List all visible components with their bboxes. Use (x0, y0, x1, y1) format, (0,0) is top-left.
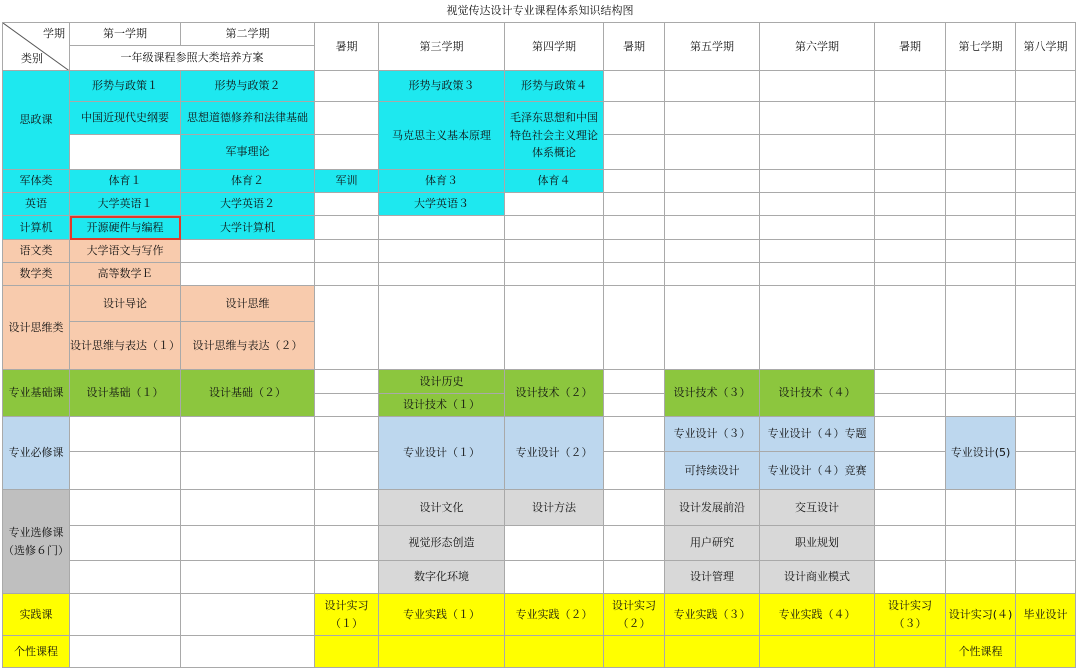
empty-cell (946, 263, 1016, 286)
empty-cell (604, 526, 665, 561)
empty-cell (1016, 286, 1076, 370)
course-cell: 数字化环境 (379, 561, 505, 594)
empty-cell (665, 263, 760, 286)
course-cell: 中国近现代史纲要 (70, 102, 181, 135)
header-semester-label: 学期 (43, 27, 65, 40)
course-cell: 设计实习（３） (875, 594, 946, 636)
empty-cell (379, 263, 505, 286)
course-cell: 设计技术（２） (505, 370, 604, 417)
empty-cell (665, 170, 760, 193)
empty-cell (665, 216, 760, 240)
course-cell: 体育３ (379, 170, 505, 193)
category-design-thinking: 设计思维类 (2, 286, 70, 370)
course-cell: 体育４ (505, 170, 604, 193)
course-cell: 设计方法 (505, 490, 604, 526)
course-cell: 专业设计（２） (505, 417, 604, 490)
category-math: 数学类 (2, 263, 70, 286)
empty-cell (760, 170, 875, 193)
course-cell: 设计管理 (665, 561, 760, 594)
empty-cell (315, 526, 379, 561)
empty-cell (875, 102, 946, 135)
empty-cell (315, 102, 379, 135)
empty-cell (604, 102, 665, 135)
empty-cell (875, 394, 946, 417)
empty-cell (315, 370, 379, 394)
empty-cell (946, 394, 1016, 417)
course-cell: 职业规划 (760, 526, 875, 561)
empty-cell (875, 263, 946, 286)
empty-cell (505, 286, 604, 370)
empty-cell (181, 240, 315, 263)
empty-cell (665, 193, 760, 216)
empty-cell (315, 394, 379, 417)
empty-cell (505, 193, 604, 216)
course-cell: 用户研究 (665, 526, 760, 561)
empty-cell (875, 370, 946, 394)
category-english: 英语 (2, 193, 70, 216)
course-cell: 设计技术（４） (760, 370, 875, 417)
course-cell: 形势与政策２ (181, 71, 315, 102)
empty-cell (1016, 71, 1076, 102)
empty-cell (505, 526, 604, 561)
empty-cell (760, 216, 875, 240)
course-cell: 体育１ (70, 170, 181, 193)
course-cell: 体育２ (181, 170, 315, 193)
course-cell: 设计基础（２） (181, 370, 315, 417)
course-cell: 设计实习 （１） (315, 594, 379, 636)
empty-cell (604, 417, 665, 452)
empty-cell (315, 286, 379, 370)
course-cell: 专业设计(5) (946, 417, 1016, 490)
course-open-hardware: 开源硬件与编程 (70, 216, 181, 240)
empty-cell (875, 526, 946, 561)
header-semester-1: 第一学期 (70, 22, 181, 46)
empty-cell (70, 594, 181, 636)
header-semester-5: 第五学期 (665, 22, 760, 71)
empty-cell (946, 286, 1016, 370)
empty-cell (505, 216, 604, 240)
course-cell: 形势与政策４ (505, 71, 604, 102)
course-cell: 专业实践（２） (505, 594, 604, 636)
empty-cell (315, 135, 379, 170)
empty-cell (181, 417, 315, 452)
course-cell: 设计商业模式 (760, 561, 875, 594)
course-cell: 设计技术（１） (379, 394, 505, 417)
empty-cell (1016, 394, 1076, 417)
empty-cell (760, 102, 875, 135)
empty-cell (181, 594, 315, 636)
empty-cell (1016, 216, 1076, 240)
empty-cell (946, 561, 1016, 594)
category-practice: 实践课 (2, 594, 70, 636)
header-category-label: 类别 (21, 52, 43, 66)
course-cell: 专业设计（４）竞赛 (760, 452, 875, 490)
empty-cell (604, 286, 665, 370)
empty-cell (760, 135, 875, 170)
empty-cell (760, 636, 875, 668)
empty-cell (946, 170, 1016, 193)
course-cell: 专业设计（１） (379, 417, 505, 490)
empty-cell (379, 240, 505, 263)
course-cell: 大学计算机 (181, 216, 315, 240)
empty-cell (70, 561, 181, 594)
course-cell: 设计实习(４) (946, 594, 1016, 636)
empty-cell (315, 193, 379, 216)
header-semester-3: 第三学期 (379, 22, 505, 71)
empty-cell (665, 240, 760, 263)
header-semester-2: 第二学期 (181, 22, 315, 46)
empty-cell (70, 135, 181, 170)
empty-cell (315, 561, 379, 594)
course-cell: 设计思维 (181, 286, 315, 322)
empty-cell (875, 452, 946, 490)
empty-cell (70, 526, 181, 561)
empty-cell (181, 452, 315, 490)
header-summer-3: 暑期 (875, 22, 946, 71)
empty-cell (665, 286, 760, 370)
empty-cell (760, 286, 875, 370)
empty-cell (946, 240, 1016, 263)
course-cell: 专业设计（３） (665, 417, 760, 452)
category-major-basic: 专业基础课 (2, 370, 70, 417)
header-grade1-note: 一年级课程参照大类培养方案 (70, 46, 315, 71)
empty-cell (604, 370, 665, 394)
course-cell: 可持续设计 (665, 452, 760, 490)
chart-title: 视觉传达设计专业课程体系知识结构图 (446, 4, 634, 17)
course-cell: 毕业设计 (1016, 594, 1076, 636)
empty-cell (946, 526, 1016, 561)
empty-cell (315, 216, 379, 240)
empty-cell (946, 490, 1016, 526)
empty-cell (875, 135, 946, 170)
category-computer: 计算机 (2, 216, 70, 240)
empty-cell (604, 263, 665, 286)
course-cell: 形势与政策１ (70, 71, 181, 102)
empty-cell (1016, 102, 1076, 135)
category-chinese: 语文类 (2, 240, 70, 263)
course-cell: 设计文化 (379, 490, 505, 526)
course-cell: 军事理论 (181, 135, 315, 170)
empty-cell (1016, 240, 1076, 263)
empty-cell (946, 193, 1016, 216)
course-cell: 设计基础（１） (70, 370, 181, 417)
header-summer-2: 暑期 (604, 22, 665, 71)
course-cell: 交互设计 (760, 490, 875, 526)
empty-cell (875, 561, 946, 594)
category-major-elective: 专业选修课 （选修６门） (2, 490, 70, 594)
empty-cell (1016, 370, 1076, 394)
course-cell: 设计技术（３） (665, 370, 760, 417)
empty-cell (379, 216, 505, 240)
empty-cell (1016, 417, 1076, 452)
empty-cell (665, 135, 760, 170)
header-summer-1: 暑期 (315, 22, 379, 71)
course-cell: 视觉形态创造 (379, 526, 505, 561)
empty-cell (315, 452, 379, 490)
category-politics: 思政课 (2, 71, 70, 170)
empty-cell (875, 636, 946, 668)
course-cell: 思想道德修养和法律基础 (181, 102, 315, 135)
empty-cell (505, 240, 604, 263)
empty-cell (665, 636, 760, 668)
header-semester-4: 第四学期 (505, 22, 604, 71)
empty-cell (181, 263, 315, 286)
empty-cell (604, 452, 665, 490)
empty-cell (379, 286, 505, 370)
empty-cell (604, 193, 665, 216)
empty-cell (505, 263, 604, 286)
empty-cell (760, 263, 875, 286)
empty-cell (1016, 263, 1076, 286)
category-major-required: 专业必修课 (2, 417, 70, 490)
empty-cell (604, 71, 665, 102)
empty-cell (505, 561, 604, 594)
course-cell: 大学英语３ (379, 193, 505, 216)
course-cell: 形势与政策３ (379, 71, 505, 102)
course-cell: 高等数学Ｅ (70, 263, 181, 286)
empty-cell (181, 490, 315, 526)
empty-cell (1016, 490, 1076, 526)
empty-cell (1016, 193, 1076, 216)
empty-cell (604, 636, 665, 668)
empty-cell (875, 170, 946, 193)
empty-cell (1016, 452, 1076, 490)
empty-cell (70, 452, 181, 490)
empty-cell (946, 71, 1016, 102)
course-cell: 设计思维与表达（１） (70, 322, 181, 370)
empty-cell (665, 102, 760, 135)
header-corner (2, 22, 70, 71)
empty-cell (604, 561, 665, 594)
empty-cell (604, 216, 665, 240)
empty-cell (604, 490, 665, 526)
course-cell: 设计导论 (70, 286, 181, 322)
category-military-pe: 军体类 (2, 170, 70, 193)
header-semester-7: 第七学期 (946, 22, 1016, 71)
course-cell: 大学英语１ (70, 193, 181, 216)
empty-cell (1016, 135, 1076, 170)
empty-cell (315, 490, 379, 526)
empty-cell (379, 636, 505, 668)
empty-cell (875, 193, 946, 216)
empty-cell (760, 193, 875, 216)
empty-cell (875, 216, 946, 240)
empty-cell (1016, 170, 1076, 193)
empty-cell (70, 417, 181, 452)
empty-cell (946, 135, 1016, 170)
course-cell: 专业实践（４） (760, 594, 875, 636)
empty-cell (315, 263, 379, 286)
course-cell: 个性课程 (946, 636, 1016, 668)
empty-cell (1016, 636, 1076, 668)
empty-cell (315, 240, 379, 263)
empty-cell (181, 561, 315, 594)
empty-cell (875, 490, 946, 526)
course-cell: 专业设计（４）专题 (760, 417, 875, 452)
empty-cell (315, 417, 379, 452)
course-cell: 专业实践（１） (379, 594, 505, 636)
course-cell: 大学英语２ (181, 193, 315, 216)
empty-cell (604, 394, 665, 417)
course-cell: 马克思主义基本原理 (379, 102, 505, 170)
empty-cell (946, 370, 1016, 394)
header-semester-6: 第六学期 (760, 22, 875, 71)
header-semester-8: 第八学期 (1016, 22, 1076, 71)
empty-cell (875, 71, 946, 102)
empty-cell (181, 526, 315, 561)
empty-cell (946, 102, 1016, 135)
course-cell: 设计历史 (379, 370, 505, 394)
empty-cell (181, 636, 315, 668)
empty-cell (604, 135, 665, 170)
empty-cell (70, 636, 181, 668)
empty-cell (505, 636, 604, 668)
empty-cell (665, 71, 760, 102)
course-cell: 设计发展前沿 (665, 490, 760, 526)
empty-cell (1016, 526, 1076, 561)
empty-cell (946, 216, 1016, 240)
category-personal: 个性课程 (2, 636, 70, 668)
empty-cell (875, 286, 946, 370)
empty-cell (315, 71, 379, 102)
empty-cell (70, 490, 181, 526)
empty-cell (604, 170, 665, 193)
course-cell: 军训 (315, 170, 379, 193)
course-cell: 专业实践（３） (665, 594, 760, 636)
course-cell: 大学语文与写作 (70, 240, 181, 263)
empty-cell (875, 240, 946, 263)
course-cell: 设计思维与表达（２） (181, 322, 315, 370)
empty-cell (760, 240, 875, 263)
empty-cell (604, 240, 665, 263)
empty-cell (315, 636, 379, 668)
empty-cell (1016, 561, 1076, 594)
course-cell: 设计实习 （２） (604, 594, 665, 636)
course-cell: 毛泽东思想和中国 特色社会主义理论 体系概论 (505, 102, 604, 170)
empty-cell (760, 71, 875, 102)
empty-cell (875, 417, 946, 452)
